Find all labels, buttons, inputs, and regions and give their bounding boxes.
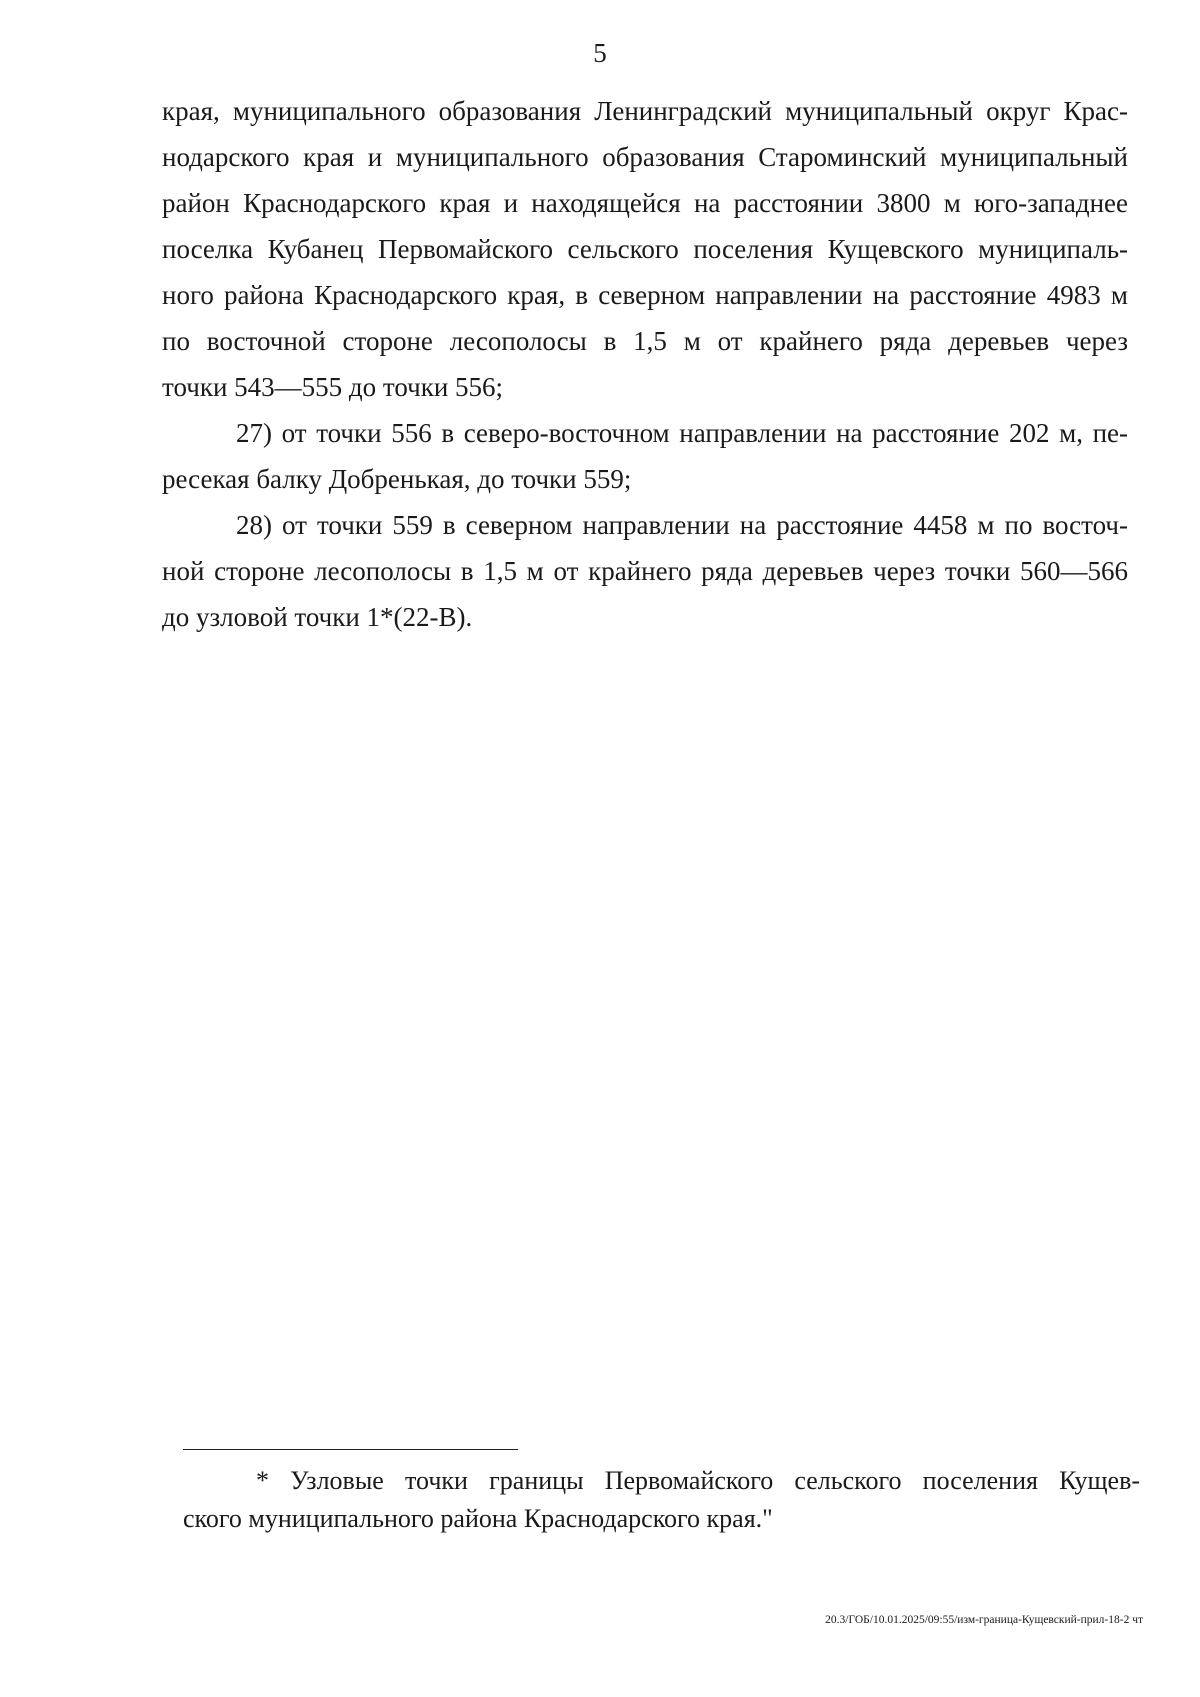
body-line: ного района Краснодарского края, в северном направлении на расстояние 4983 м xyxy=(162,280,1128,310)
document-code: 20.3/ГОБ/10.01.2025/09:55/изм-граница-Кущевский-прил-18-2 чт xyxy=(825,1614,1143,1626)
body-line: точки 543—555 до точки 556; xyxy=(162,372,504,402)
body-line: по восточной стороне лесополосы в 1,5 м от крайнего ряда деревьев через xyxy=(162,326,1128,356)
footnote-separator xyxy=(183,1449,518,1450)
body-line: поселка Кубанец Первомайского сельского поселения Кущевского муниципаль- xyxy=(162,234,1128,264)
body-line: нодарского края и муниципального образования Староминский муниципальный xyxy=(162,142,1128,172)
body-line: район Краснодарского края и находящейся на расстоянии 3800 м юго-западнее xyxy=(162,188,1128,218)
list-item-28: 28) от точки 559 в северном направлении на расстояние 4458 м по восточ- xyxy=(236,510,1128,540)
list-item-27: 27) от точки 556 в северо-восточном направлении на расстояние 202 м, пе- xyxy=(236,418,1128,448)
body-line: края, муниципального образования Ленинградский муниципальный округ Крас- xyxy=(162,96,1128,126)
body-line: ной стороне лесополосы в 1,5 м от крайнего ряда деревьев через точки 560—566 xyxy=(162,556,1128,586)
body-line: до узловой точки 1*(22-В). xyxy=(162,602,473,632)
footnote-line: ского муниципального района Краснодарского края." xyxy=(183,1504,773,1533)
body-line: ресекая балку Добренькая, до точки 559; xyxy=(162,464,632,494)
page-number: 5 xyxy=(593,38,607,68)
footnote-line: * Узловые точки границы Первомайского сельского поселения Кущев- xyxy=(256,1466,1140,1495)
